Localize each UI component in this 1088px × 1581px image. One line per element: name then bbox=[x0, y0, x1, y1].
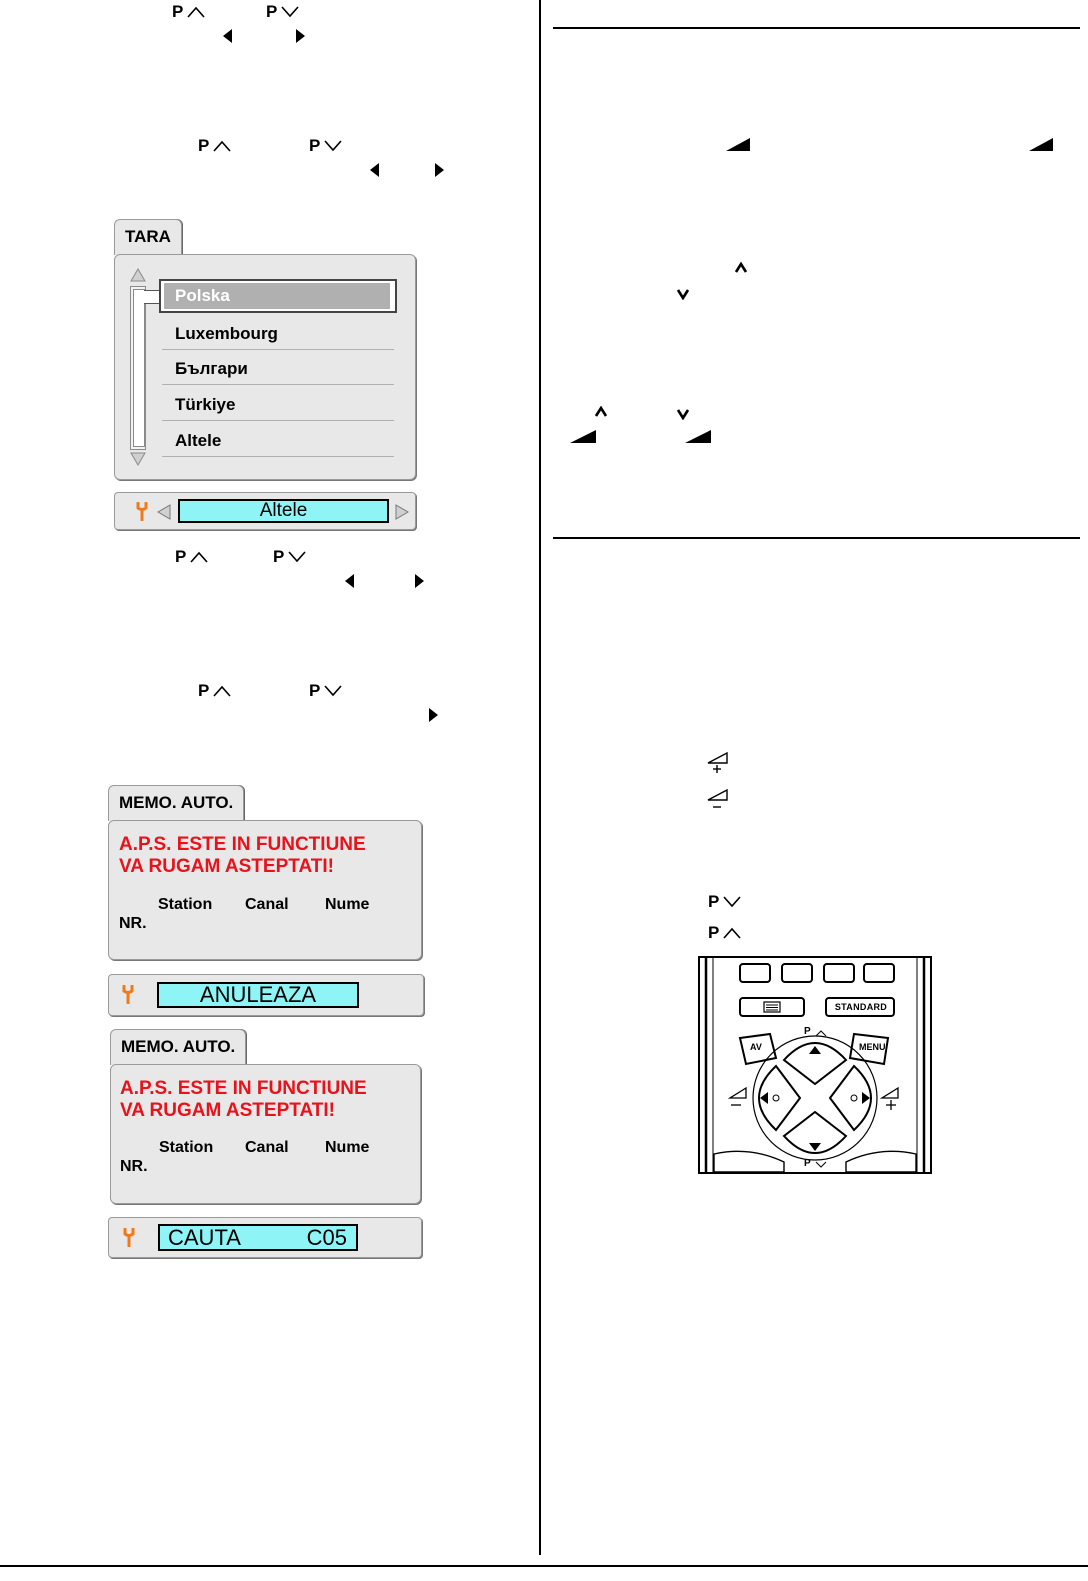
caret-up-icon bbox=[594, 406, 608, 418]
remote-body bbox=[700, 958, 930, 1172]
volume-plus-icon bbox=[707, 752, 729, 774]
p-up-label: P bbox=[198, 681, 231, 701]
scroll-up-icon[interactable] bbox=[130, 268, 146, 282]
aps-message-line2: VA RUGAM ASTEPTATI! bbox=[120, 1100, 335, 1121]
memo-auto-tab: MEMO. AUTO. bbox=[108, 785, 244, 821]
p-up-label: P bbox=[708, 923, 741, 943]
search-channel: C05 bbox=[306, 1225, 347, 1250]
p-up-label: P bbox=[198, 136, 231, 156]
chevron-down-icon bbox=[281, 6, 299, 18]
col-nume: Nume bbox=[325, 1139, 370, 1156]
scroll-down-icon[interactable] bbox=[130, 452, 146, 466]
volume-minus-icon bbox=[707, 789, 729, 811]
menu-button[interactable]: MENU bbox=[859, 1042, 886, 1052]
aps-message-line2: VA RUGAM ASTEPTATI! bbox=[119, 856, 334, 877]
column-divider bbox=[539, 0, 541, 1555]
caret-down-icon bbox=[676, 288, 690, 300]
p-down-label: P bbox=[309, 681, 342, 701]
remote-control bbox=[698, 956, 932, 1174]
country-item[interactable]: Türkiye bbox=[162, 388, 394, 421]
right-middle-rule bbox=[553, 537, 1080, 539]
cancel-button[interactable]: ANULEAZA bbox=[157, 982, 359, 1008]
av-button[interactable]: AV bbox=[750, 1042, 762, 1052]
p-down-label: P bbox=[708, 892, 741, 912]
country-item[interactable]: Altele bbox=[162, 424, 394, 457]
caret-down-icon bbox=[676, 408, 690, 420]
volume-wedge-icon bbox=[726, 138, 750, 151]
country-item-selected[interactable]: Polska bbox=[164, 283, 390, 309]
col-canal: Canal bbox=[245, 896, 289, 913]
arrow-right-icon bbox=[429, 708, 438, 722]
value-left-arrow-icon[interactable] bbox=[157, 504, 171, 520]
p-up-label: P bbox=[175, 547, 208, 567]
p-down-label: P bbox=[309, 136, 342, 156]
chevron-down-icon bbox=[324, 685, 342, 697]
col-nr: NR. bbox=[120, 1158, 148, 1175]
country-item[interactable]: Българи bbox=[162, 352, 394, 385]
country-menu-tab: TARA bbox=[114, 219, 182, 255]
country-item[interactable]: Luxembourg bbox=[162, 317, 394, 350]
search-label: CAUTA bbox=[168, 1225, 241, 1250]
scrollbar-track[interactable] bbox=[130, 286, 146, 450]
chevron-up-icon bbox=[723, 927, 741, 939]
chevron-up-icon bbox=[213, 140, 231, 152]
bottom-rule bbox=[0, 1565, 1088, 1567]
chevron-up-icon bbox=[213, 685, 231, 697]
col-station: Station bbox=[158, 896, 213, 913]
volume-wedge-icon bbox=[570, 430, 596, 443]
chevron-down-icon bbox=[723, 896, 741, 908]
caret-up-icon bbox=[734, 262, 748, 274]
arrow-left-icon bbox=[345, 574, 354, 588]
col-station: Station bbox=[159, 1139, 214, 1156]
chevron-up-icon bbox=[187, 6, 205, 18]
aps-message-line1: A.P.S. ESTE IN FUNCTIUNE bbox=[120, 1078, 367, 1099]
col-canal: Canal bbox=[245, 1139, 289, 1156]
p-down-label: P bbox=[273, 547, 306, 567]
right-top-rule bbox=[553, 27, 1080, 29]
chevron-down-icon bbox=[324, 140, 342, 152]
remote-p-up-label: P bbox=[804, 1026, 811, 1037]
arrow-right-icon bbox=[296, 29, 305, 43]
arrow-left-icon bbox=[223, 29, 232, 43]
volume-wedge-icon bbox=[1029, 138, 1053, 151]
standard-button[interactable]: STANDARD bbox=[834, 1002, 888, 1012]
arrow-left-icon bbox=[370, 163, 379, 177]
memo-auto-tab: MEMO. AUTO. bbox=[110, 1029, 246, 1065]
chevron-down-icon bbox=[288, 551, 306, 563]
aps-message-line1: A.P.S. ESTE IN FUNCTIUNE bbox=[119, 834, 366, 855]
arrow-right-icon bbox=[435, 163, 444, 177]
scrollbar-thumb[interactable] bbox=[133, 289, 145, 447]
p-up-label: P bbox=[172, 2, 205, 22]
col-nr: NR. bbox=[119, 915, 147, 932]
country-value-field[interactable]: Altele bbox=[178, 499, 389, 523]
wrench-icon bbox=[122, 985, 134, 1004]
col-nume: Nume bbox=[325, 896, 370, 913]
wrench-icon bbox=[123, 1228, 135, 1247]
wrench-icon bbox=[136, 502, 148, 521]
chevron-up-icon bbox=[190, 551, 208, 563]
volume-wedge-icon bbox=[685, 430, 711, 443]
remote-p-down-label: P bbox=[804, 1158, 811, 1169]
arrow-right-icon bbox=[415, 574, 424, 588]
p-down-label: P bbox=[266, 2, 299, 22]
value-right-arrow-icon[interactable] bbox=[395, 504, 409, 520]
search-status-field bbox=[158, 1224, 358, 1251]
